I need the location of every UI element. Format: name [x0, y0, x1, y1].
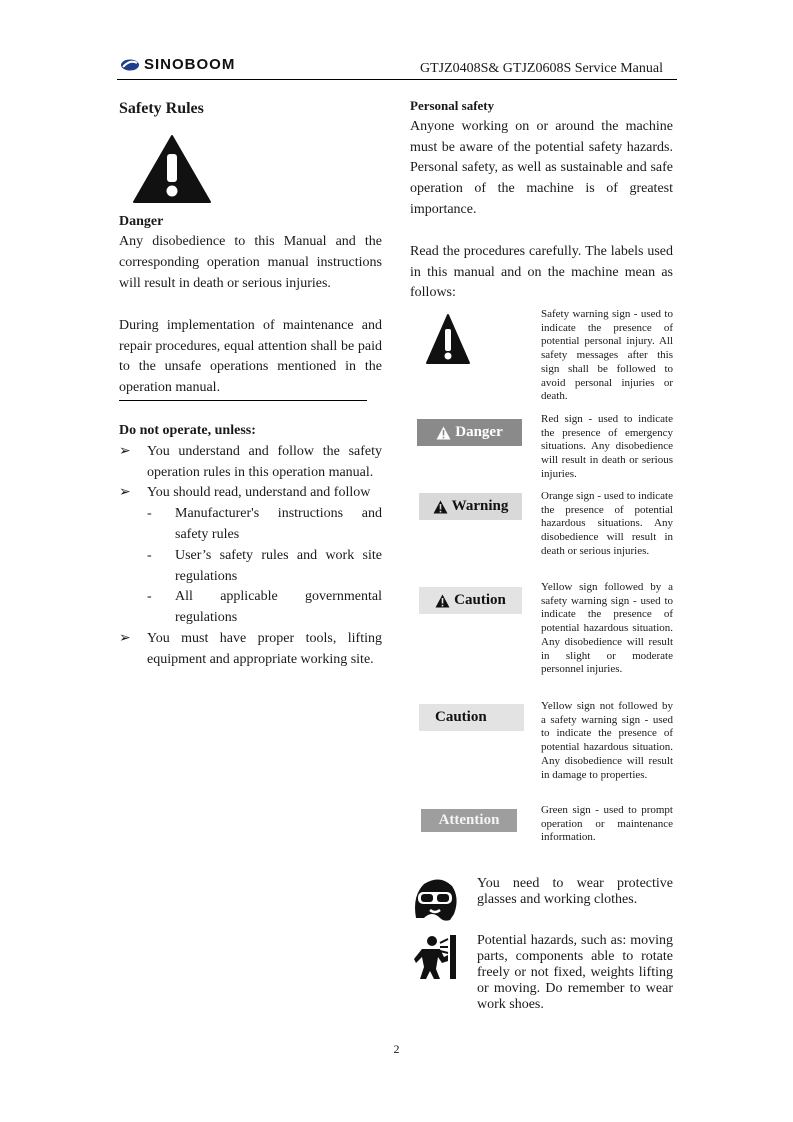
- document-title: GTJZ0408S& GTJZ0608S Service Manual: [419, 61, 663, 76]
- sub-list: [147, 504, 382, 629]
- safety-warning-sign-icon: [425, 313, 471, 365]
- list-item: ➢ You understand and follow the safety operation rules in this operation manual.: [119, 443, 382, 480]
- sub-list-item: - All applicable governmental regulations: [147, 589, 382, 626]
- page-number: 2: [393, 1042, 400, 1056]
- section-underline: [119, 400, 367, 401]
- sub-list-item: - User’s safety rules and work site regulations: [147, 547, 382, 584]
- arrow-bullet-icon: ➢: [119, 485, 131, 501]
- attention-sign: Attention: [421, 809, 517, 832]
- sub-list-item: - Manufacturer's instructions and safety rules: [147, 506, 382, 542]
- list-item: ➢ You must have proper tools, lifting equipment and appropriate working site.: [119, 630, 382, 667]
- list-item: ➢ You should read, understand and follow - Manufacturer's instructions and safety rules - User’s safety rules and work site regulations - All applicable governmental regulations: [119, 483, 382, 629]
- do-not-operate-heading: Do not operate, unless:: [119, 422, 256, 438]
- warning-triangle-icon: [132, 134, 212, 204]
- ppe-text: You need to wear protective glasses and working clothes.: [477, 876, 673, 907]
- brand-name: SINOBOOM: [144, 56, 236, 73]
- sinoboom-logo-icon: [120, 58, 140, 72]
- maintenance-text: During implementation of maintenance and repair procedures, equal attention shall be paid to the unsafe operations mentioned in the operation manual.: [119, 317, 382, 396]
- legend-desc: Yellow sign followed by a safety warning sign - used to indicate the presence of potential hazardous situation. Any disobedience will result in slight or moderate personnel injuries.: [541, 581, 673, 676]
- personal-safety-intro: Anyone working on or around the machine must be aware of the potential safety hazards. Personal safety, as well as sustainable and safe operation of the machine is of greatest importance.: [410, 118, 673, 217]
- arrow-bullet-icon: ➢: [119, 443, 131, 459]
- labels-intro: Read the procedures carefully. The labels used in this manual and on the machine mean as follows:: [410, 243, 673, 301]
- danger-sign: Danger: [417, 419, 522, 446]
- legend-desc: Safety warning sign - used to indicate the presence of potential personal injury. All safety messages after this sign shall be followed to avoid personal injuries or death.: [541, 308, 673, 403]
- danger-text: Any disobedience to this Manual and the corresponding operation manual instructions will result in death or serious injuries.: [119, 234, 382, 291]
- left-column: [119, 96, 382, 671]
- dash-bullet: -: [147, 506, 152, 522]
- right-column: [410, 96, 673, 304]
- dash-bullet: -: [147, 589, 152, 605]
- alert-triangle-icon: [436, 426, 451, 440]
- legend-desc: Red sign - used to indicate the presence of emergency situations. Any disobedience will result in death or serious injuries.: [541, 413, 673, 480]
- goggles-icon: [410, 874, 460, 924]
- arrow-bullet-icon: ➢: [119, 630, 131, 646]
- legend-desc: Green sign - used to prompt operation or maintenance information.: [541, 804, 673, 844]
- caution-sign-with-symbol: Caution: [419, 587, 522, 614]
- personal-safety-heading: Personal safety: [410, 98, 495, 113]
- ppe-text: Potential hazards, such as: moving parts, components able to rotate freely or not fixed, weights lifting or moving. Do remember to wear work shoes.: [477, 933, 673, 1012]
- header-divider: [117, 79, 677, 80]
- conditions-list: [119, 442, 382, 671]
- legend-desc: Yellow sign not followed by a safety warning sign - used to indicate the presence of potential hazardous situation. Any disobedience will result in damage to properties.: [541, 700, 673, 781]
- alert-triangle-icon: [435, 594, 450, 608]
- caution-sign: Caution: [419, 704, 524, 731]
- legend-desc: Orange sign - used to indicate the presence of potential hazardous situations. Any disobedience will result in death or serious injuries.: [541, 490, 673, 557]
- brand-logo: [120, 56, 235, 73]
- dash-bullet: -: [147, 547, 152, 563]
- crush-hazard-icon: [410, 931, 460, 983]
- danger-heading: Danger: [119, 213, 164, 229]
- warning-sign: Warning: [419, 493, 522, 520]
- alert-triangle-icon: [433, 500, 448, 514]
- page-title: Safety Rules: [119, 100, 204, 117]
